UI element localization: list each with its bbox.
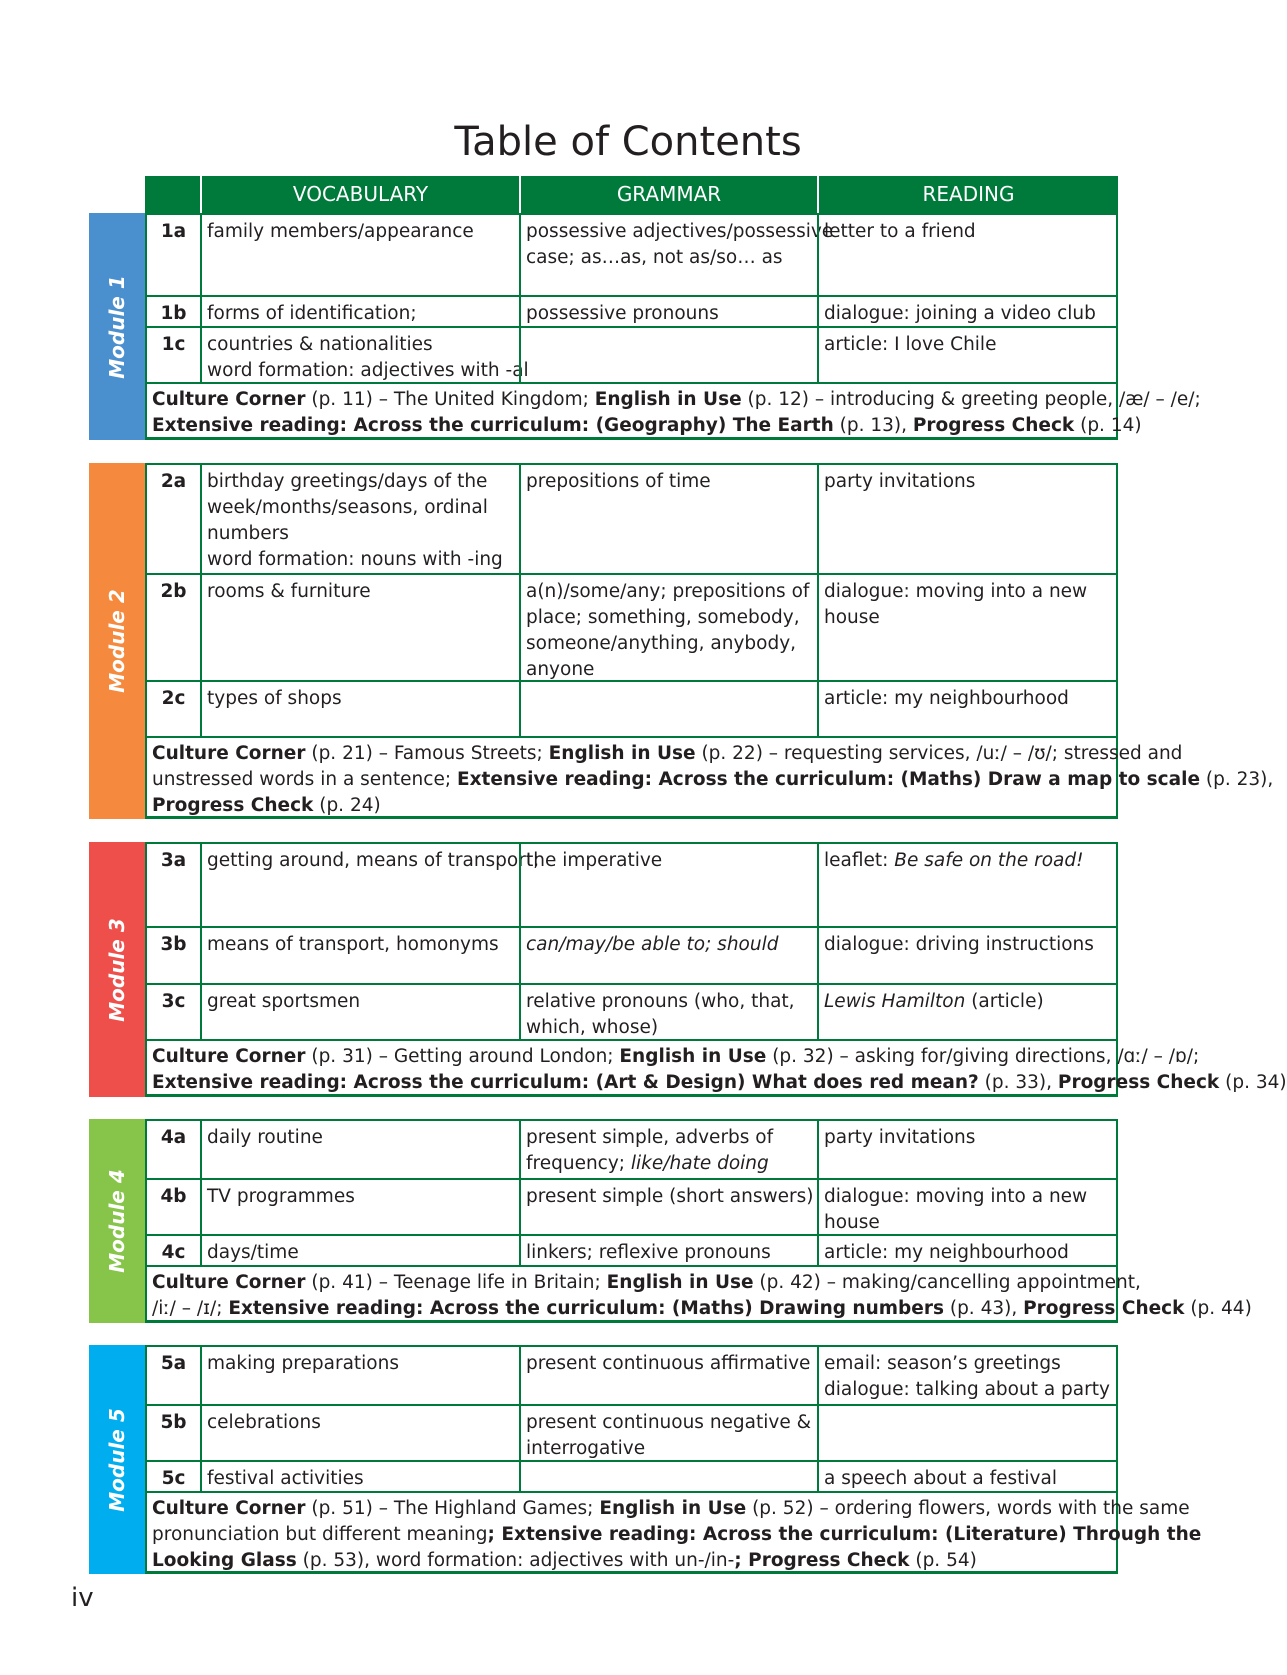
vocabulary-cell (200, 328, 529, 382)
summary-line: Culture Corner (p. 11) – The United Kingdom; English in Use (p. 12) – introducing & greeting people, /æ/ – /e/; (152, 389, 1201, 410)
lesson-code (147, 1121, 200, 1178)
module-summary (147, 736, 1274, 816)
grammar-cell-line: present continuous affirmative (526, 1353, 811, 1374)
module-table (145, 213, 1201, 440)
vocabulary-cell-line: birthday greetings/days of the (207, 471, 488, 492)
reading-cell-line: Lewis Hamilton (article) (824, 991, 1044, 1012)
lesson-code-line: 5b (160, 1412, 187, 1433)
vocabulary-cell (200, 1462, 519, 1491)
vocabulary-cell-line: means of transport, homonyms (207, 934, 499, 955)
vocabulary-cell-line: family members/appearance (207, 221, 474, 242)
table-row (147, 1234, 1116, 1265)
reading-cell (817, 1462, 1116, 1491)
reading-cell-line: article: my neighbourhood (824, 688, 1069, 709)
vocabulary-cell (200, 1406, 519, 1460)
summary-line: Progress Check (p. 24) (152, 795, 381, 816)
lesson-code-line: 3a (160, 850, 187, 871)
grammar-cell (519, 844, 817, 926)
lesson-code-line: 1c (161, 334, 186, 355)
summary-line: Culture Corner (p. 31) – Getting around London; English in Use (p. 32) – asking for/giving directions, /ɑː/ – /ɒ/; (152, 1046, 1200, 1067)
lesson-code (147, 1406, 200, 1460)
vocabulary-cell (200, 215, 519, 295)
table-row (147, 1121, 1116, 1178)
grammar-cell-line: case; as…as, not as/so… as (526, 247, 783, 268)
lesson-code-line: 2b (160, 581, 187, 602)
table-row (147, 326, 1116, 382)
header-reading: READING (817, 176, 1118, 213)
grammar-cell (519, 985, 817, 1039)
lesson-code (147, 1180, 200, 1234)
reading-cell-line: dialogue: moving into a new (824, 1186, 1088, 1207)
vocabulary-cell (200, 1180, 519, 1234)
lesson-code (147, 928, 200, 983)
lesson-code (147, 682, 200, 736)
lesson-code (147, 844, 200, 926)
module-summary (147, 382, 1201, 437)
module-1 (89, 213, 1201, 440)
grammar-cell (519, 1236, 817, 1265)
header-vocabulary: VOCABULARY (200, 176, 519, 213)
grammar-cell-line: the imperative (526, 850, 663, 871)
reading-cell-line: party invitations (824, 1127, 976, 1148)
lesson-code-line: 5c (161, 1468, 186, 1489)
reading-cell (817, 1347, 1116, 1404)
module-label: Module 4 (105, 1169, 129, 1273)
reading-cell (817, 1406, 1116, 1460)
lesson-code-line: 1b (160, 303, 187, 324)
reading-cell-line: house (824, 607, 880, 628)
module-2 (89, 463, 1274, 819)
table-row (147, 465, 1116, 573)
vocabulary-cell-line: numbers (207, 523, 289, 544)
module-label: Module 5 (105, 1407, 129, 1512)
lesson-code (147, 1462, 200, 1491)
reading-cell (817, 1121, 1116, 1178)
grammar-cell (519, 215, 834, 295)
lesson-code-line: 3b (160, 934, 187, 955)
grammar-cell-line: relative pronouns (who, that, (526, 991, 795, 1012)
lesson-code (147, 575, 200, 680)
vocabulary-cell-line: countries & nationalities (207, 334, 433, 355)
grammar-cell-line: linkers; reflexive pronouns (526, 1242, 771, 1263)
reading-cell (817, 575, 1116, 680)
lesson-code-line: 3c (161, 991, 186, 1012)
reading-cell (817, 297, 1116, 326)
vocabulary-cell-line: great sportsmen (207, 991, 361, 1012)
module-tab (89, 842, 145, 1097)
reading-cell (817, 328, 1116, 382)
table-row (147, 926, 1116, 983)
lesson-code (147, 215, 200, 295)
grammar-cell-line: present simple, adverbs of (526, 1127, 774, 1148)
vocabulary-cell (200, 985, 519, 1039)
module-tab (89, 1119, 145, 1323)
table-row (147, 295, 1116, 326)
grammar-cell-line: place; something, somebody, (526, 607, 800, 628)
module-table (145, 842, 1287, 1097)
vocabulary-cell-line: festival activities (207, 1468, 364, 1489)
column-header-row (145, 176, 1118, 213)
page-number: iv (71, 1583, 94, 1613)
summary-line: pronunciation but different meaning; Extensive reading: Across the curriculum: (Literature) Through the (152, 1524, 1202, 1545)
grammar-cell-line: possessive adjectives/possessive (526, 221, 834, 242)
module-table (145, 1345, 1202, 1574)
module-tab (89, 1345, 145, 1574)
lesson-code (147, 1347, 200, 1404)
grammar-cell-line: someone/anything, anybody, (526, 633, 797, 654)
grammar-cell-line: a(n)/some/any; prepositions of (526, 581, 810, 602)
header-code-cell (145, 176, 200, 213)
grammar-cell-line: present continuous negative & (526, 1412, 812, 1433)
vocabulary-cell (200, 844, 540, 926)
reading-cell-line: a speech about a festival (824, 1468, 1057, 1489)
vocabulary-cell-line: days/time (207, 1242, 299, 1263)
reading-cell (817, 1236, 1116, 1265)
grammar-cell (519, 575, 817, 680)
table-row (147, 680, 1116, 736)
grammar-cell-line: frequency; like/hate doing (526, 1153, 769, 1174)
reading-cell-line: letter to a friend (824, 221, 976, 242)
grammar-cell-line: possessive pronouns (526, 303, 719, 324)
reading-cell (817, 465, 1116, 573)
grammar-cell (519, 1121, 817, 1178)
vocabulary-cell (200, 1347, 519, 1404)
module-4 (89, 1119, 1252, 1323)
vocabulary-cell-line: word formation: adjectives with -al (207, 360, 529, 381)
lesson-code-line: 4b (160, 1186, 187, 1207)
grammar-cell-line: present simple (short answers) (526, 1186, 814, 1207)
vocabulary-cell (200, 1121, 519, 1178)
reading-cell-line: email: season’s greetings (824, 1353, 1061, 1374)
reading-cell (817, 928, 1116, 983)
lesson-code-line: 4c (161, 1242, 186, 1263)
vocabulary-cell-line: celebrations (207, 1412, 321, 1433)
reading-cell-line: dialogue: driving instructions (824, 934, 1094, 955)
lesson-code-line: 2a (160, 471, 187, 492)
grammar-cell (519, 297, 817, 326)
table-row (147, 1347, 1116, 1404)
grammar-cell-line: which, whose) (526, 1017, 659, 1038)
summary-line: Looking Glass (p. 53), word formation: adjectives with un-/in-; Progress Check (p. 54) (152, 1550, 977, 1571)
reading-cell-line: party invitations (824, 471, 976, 492)
vocabulary-cell-line: week/months/seasons, ordinal (207, 497, 488, 518)
summary-line: Culture Corner (p. 41) – Teenage life in Britain; English in Use (p. 42) – making/cancelling appointment, (152, 1272, 1141, 1293)
reading-cell-line: dialogue: moving into a new (824, 581, 1088, 602)
grammar-cell (519, 328, 817, 382)
lesson-code-line: 4a (160, 1127, 187, 1148)
table-row (147, 1404, 1116, 1460)
reading-cell (817, 682, 1116, 736)
summary-line: /iː/ – /ɪ/; Extensive reading: Across the curriculum: (Maths) Drawing numbers (p. 43), Progress Check (p. 44) (152, 1298, 1252, 1319)
reading-cell-line: article: my neighbourhood (824, 1242, 1069, 1263)
module-5 (89, 1345, 1202, 1574)
grammar-cell (519, 1347, 817, 1404)
vocabulary-cell (200, 297, 519, 326)
page-title: Table of Contents (454, 119, 802, 165)
vocabulary-cell (200, 928, 519, 983)
vocabulary-cell (200, 1236, 519, 1265)
lesson-code (147, 328, 200, 382)
lesson-code (147, 985, 200, 1039)
reading-cell-line: article: I love Chile (824, 334, 997, 355)
reading-cell-line: dialogue: talking about a party (824, 1379, 1110, 1400)
summary-line: Extensive reading: Across the curriculum: (Geography) The Earth (p. 13), Progress Check (p. 14) (152, 415, 1142, 436)
module-summary (147, 1039, 1287, 1094)
grammar-cell (519, 682, 817, 736)
table-row (147, 215, 1116, 295)
vocabulary-cell-line: daily routine (207, 1127, 323, 1148)
module-label: Module 3 (105, 917, 129, 1022)
module-table (145, 463, 1274, 819)
reading-cell (817, 215, 1116, 295)
table-row (147, 844, 1116, 926)
reading-cell (817, 844, 1116, 926)
summary-line: Culture Corner (p. 21) – Famous Streets; English in Use (p. 22) – requesting services, /uː/ – /ʊ/; stressed and (152, 743, 1183, 764)
lesson-code (147, 1236, 200, 1265)
reading-cell-line: house (824, 1212, 880, 1233)
grammar-cell-line: interrogative (526, 1438, 646, 1459)
lesson-code (147, 297, 200, 326)
lesson-code-line: 2c (161, 688, 186, 709)
table-row (147, 573, 1116, 680)
reading-cell-line: leaflet: Be safe on the road! (824, 850, 1084, 871)
grammar-cell-line: anyone (526, 659, 595, 680)
lesson-code-line: 1a (160, 221, 187, 242)
vocabulary-cell (200, 465, 519, 573)
grammar-cell-line: prepositions of time (526, 471, 711, 492)
grammar-cell (519, 1180, 817, 1234)
module-label: Module 2 (105, 589, 129, 693)
grammar-cell (519, 465, 817, 573)
summary-line: Culture Corner (p. 51) – The Highland Games; English in Use (p. 52) – ordering flowers, words with the same (152, 1498, 1190, 1519)
reading-cell (817, 1180, 1116, 1234)
grammar-cell (519, 928, 817, 983)
module-tab (89, 463, 145, 819)
module-summary (147, 1265, 1252, 1320)
lesson-code (147, 465, 200, 573)
module-summary (147, 1491, 1202, 1571)
vocabulary-cell (200, 575, 519, 680)
summary-line: unstressed words in a sentence; Extensive reading: Across the curriculum: (Maths) Draw a map to scale (p. 23), (152, 769, 1274, 790)
summary-line: Extensive reading: Across the curriculum: (Art & Design) What does red mean? (p. 33), Progress Check (p. 34) (152, 1072, 1287, 1093)
module-3 (89, 842, 1287, 1097)
reading-cell-line: dialogue: joining a video club (824, 303, 1096, 324)
vocabulary-cell-line: forms of identification; (207, 303, 417, 324)
lesson-code-line: 5a (160, 1353, 187, 1374)
vocabulary-cell-line: rooms & furniture (207, 581, 371, 602)
reading-cell (817, 985, 1116, 1039)
vocabulary-cell-line: getting around, means of transport; (207, 850, 540, 871)
header-grammar: GRAMMAR (519, 176, 817, 213)
module-tab (89, 213, 145, 440)
vocabulary-cell-line: word formation: nouns with -ing (207, 549, 503, 570)
vocabulary-cell (200, 682, 519, 736)
module-label: Module 1 (105, 274, 129, 379)
vocabulary-cell-line: types of shops (207, 688, 342, 709)
grammar-cell (519, 1462, 817, 1491)
grammar-cell (519, 1406, 817, 1460)
vocabulary-cell-line: making preparations (207, 1353, 399, 1374)
table-row (147, 1460, 1116, 1491)
module-table (145, 1119, 1252, 1323)
grammar-cell-line: can/may/be able to; should (526, 934, 779, 955)
table-row (147, 983, 1116, 1039)
vocabulary-cell-line: TV programmes (207, 1186, 355, 1207)
table-row (147, 1178, 1116, 1234)
